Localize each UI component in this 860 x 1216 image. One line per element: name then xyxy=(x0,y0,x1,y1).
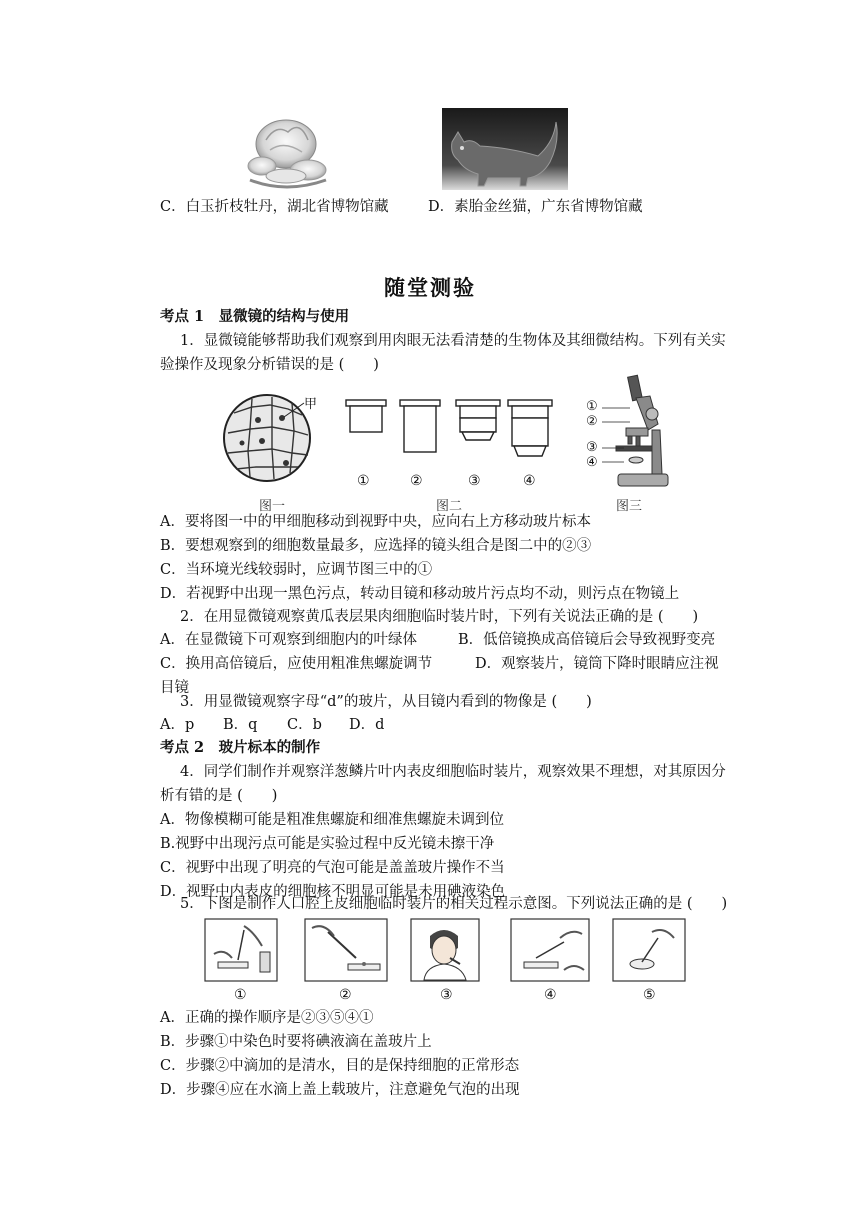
q4-stem-line1: 4．同学们制作并观察洋葱鳞片叶内表皮细胞临时装片，观察效果不理想，对其原因分 xyxy=(180,764,726,780)
step-number-5: ⑤ xyxy=(643,987,656,1003)
q4-option-c: C．视野中出现了明亮的气泡可能是盖盖玻片操作不当 xyxy=(160,860,505,876)
q2-stem: 2．在用显微镜观察黄瓜表层果肉细胞临时装片时，下列有关说法正确的是 ( ) xyxy=(180,609,699,625)
q3-option-c: C．b xyxy=(287,717,322,733)
microscope-part-1: ① xyxy=(586,399,598,414)
section-title: 随堂测验 xyxy=(384,275,476,300)
lens-number-2: ② xyxy=(410,473,423,489)
step-5-wipe-image xyxy=(612,918,686,982)
figure-1-caption: 图一 xyxy=(259,499,286,514)
step-number-4: ④ xyxy=(544,987,557,1003)
q1-option-d: D．若视野中出现一黑色污点，转动目镜和移动玻片污点均不动，则污点在物镜上 xyxy=(160,586,680,602)
q5-option-c: C．步骤②中滴加的是清水，目的是保持细胞的正常形态 xyxy=(160,1058,520,1074)
q5-option-d: D．步骤④应在水滴上盖上载玻片，注意避免气泡的出现 xyxy=(160,1082,520,1098)
figure-1-cell-view xyxy=(222,393,312,483)
kaodian-2-heading: 考点 2 玻片标本的制作 xyxy=(160,739,321,756)
option-d-golden-cat: D．素胎金丝猫，广东省博物馆藏 xyxy=(428,199,643,215)
step-number-3: ③ xyxy=(440,987,453,1003)
white-jade-peony-image xyxy=(236,110,336,194)
q4-option-d: D．视野中内表皮的细胞核不明显可能是未用碘液染色 xyxy=(160,884,506,900)
microscope-pointer-lines xyxy=(600,398,640,468)
step-3-scrape-image xyxy=(410,918,480,982)
q5-stem: 5．下图是制作人口腔上皮细胞临时装片的相关过程示意图。下列说法正确的是 ( ) xyxy=(180,896,728,912)
q3-option-a: A．p xyxy=(160,717,195,733)
kaodian-1-heading: 考点 1 显微镜的结构与使用 xyxy=(160,308,350,325)
q3-option-b: B．q xyxy=(223,717,258,733)
q1-stem-line1: 1．显微镜能够帮助我们观察到用肉眼无法看清楚的生物体及其细微结构。下列有关实 xyxy=(180,333,726,349)
lens-number-4: ④ xyxy=(523,473,536,489)
q2-option-d: D．观察装片，镜筒下降时眼睛应注视 xyxy=(475,656,719,672)
option-c-jade-peony: C．白玉折枝牡丹，湖北省博物馆藏 xyxy=(160,199,389,215)
golden-cat-image xyxy=(442,108,568,190)
step-1-stain-image xyxy=(204,918,278,982)
q5-option-b: B．步骤①中染色时要将碘液滴在盖玻片上 xyxy=(160,1034,432,1050)
q2-option-d-cont: 目镜 xyxy=(160,680,189,696)
q2-option-a: A．在显微镜下可观察到细胞内的叶绿体 xyxy=(160,632,417,648)
q1-stem-line2: 验操作及现象分析错误的是 ( ) xyxy=(160,357,379,373)
step-4-coverslip-image xyxy=(510,918,590,982)
lens-number-3: ③ xyxy=(468,473,481,489)
q4-stem-line2: 析有错的是 ( ) xyxy=(160,788,278,804)
step-number-2: ② xyxy=(339,987,352,1003)
q1-option-a: A．要将图一中的甲细胞移动到视野中央，应向右上方移动玻片标本 xyxy=(160,514,591,530)
figure-2-lenses xyxy=(340,396,560,464)
q3-option-d: D．d xyxy=(349,717,385,733)
q1-option-c: C．当环境光线较弱时，应调节图三中的① xyxy=(160,562,433,578)
q2-option-b: B．低倍镜换成高倍镜后会导致视野变亮 xyxy=(458,632,716,648)
microscope-part-4: ④ xyxy=(586,455,598,470)
q4-option-a: A．物像模糊可能是粗准焦螺旋和细准焦螺旋未调到位 xyxy=(160,812,504,828)
lens-number-1: ① xyxy=(357,473,370,489)
figure-2-caption: 图二 xyxy=(436,499,463,514)
q5-option-a: A．正确的操作顺序是②③⑤④① xyxy=(160,1010,374,1026)
figure-3-caption: 图三 xyxy=(616,499,643,514)
step-number-1: ① xyxy=(234,987,247,1003)
figure-1-label-jia: 甲 xyxy=(304,397,318,412)
q4-option-b: B.视野中出现污点可能是实验过程中反光镜未擦干净 xyxy=(160,836,495,852)
microscope-part-2: ② xyxy=(586,414,598,429)
q3-stem: 3．用显微镜观察字母“d”的玻片，从目镜内看到的物像是 ( ) xyxy=(180,694,592,710)
q1-option-b: B．要想观察到的细胞数量最多，应选择的镜头组合是图二中的②③ xyxy=(160,538,592,554)
step-2-drop-image xyxy=(304,918,388,982)
microscope-part-3: ③ xyxy=(586,440,598,455)
q2-option-c: C．换用高倍镜后，应使用粗准焦螺旋调节 xyxy=(160,656,433,672)
